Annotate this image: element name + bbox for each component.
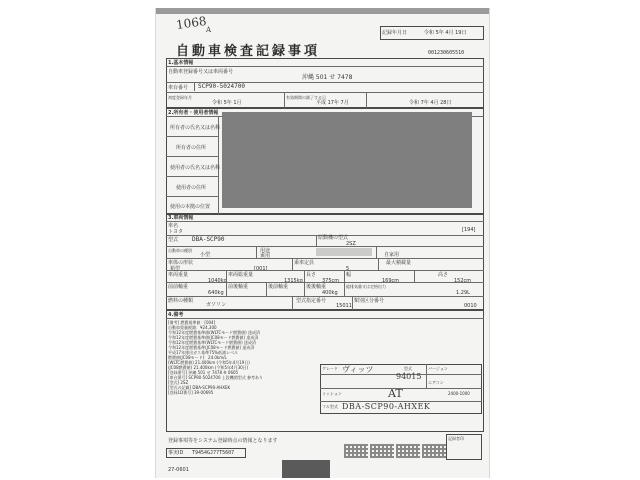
gross-weight-label: 車両総重量 (228, 272, 254, 278)
qr-code-3 (396, 444, 420, 458)
maker-label: 車名 (168, 223, 179, 229)
base-location-label: 使用の本拠の位置 (170, 204, 211, 210)
full-model-label: フル型式 (322, 404, 338, 409)
engine-value: 2SZ (346, 241, 356, 247)
qr-code-1 (344, 444, 368, 458)
annot-code: 2400-1000 (448, 391, 470, 396)
owner-address-label: 所有者の住所 (176, 145, 207, 151)
front-front-axle-label: 前前軸重 (168, 284, 189, 290)
fuel-label: 燃料の種類 (168, 298, 194, 304)
rear-front-axle-label: 後前軸重 (268, 284, 289, 290)
grade-label: グレード (322, 366, 338, 371)
load-label: 最大積載量 (386, 260, 412, 266)
expiry2-value: 令和 7年 4月 28日 (409, 100, 452, 106)
use-value: 乗用 (260, 253, 271, 259)
weight-value: 1040kg (208, 278, 227, 284)
shape-code: [001] (254, 266, 268, 272)
length-value: 375cm (322, 278, 340, 284)
redaction-block (222, 112, 472, 208)
user-name-label: 使用者の氏名又は名称 (170, 165, 221, 171)
remarks-line: 令和12年度燃費基準値(WLTCモード燃費値) 達成済 (168, 330, 260, 335)
maker-code: [194] (462, 227, 476, 233)
document-number: 001230605510 (428, 50, 465, 56)
use-label: 用途 (260, 248, 271, 254)
model-type-label: 型式 (404, 366, 412, 371)
remarks-line: [備考] 燃費規準値：[004] (168, 320, 216, 325)
transmission-handwritten: AT (388, 387, 403, 400)
shape-value: 箱型 (170, 266, 181, 272)
kind-value: 小型 (200, 252, 211, 258)
remarks-line: [登録番号] 沖縄 501 せ 7478 ※ 0605 (168, 370, 239, 375)
first-reg-label: 初度登録年月 (168, 95, 192, 100)
gross-weight-value: 1315kg (284, 278, 303, 284)
remarks-line: [型式の記載] DBA-SCP90-AHXEK (168, 385, 231, 390)
issue-date-label: 記録年月日 (382, 30, 408, 36)
kind-label: 自動車の種別 (168, 248, 192, 253)
basic-info-heading: 1.基本情報 (168, 60, 194, 66)
scan-top-edge (156, 8, 489, 14)
width-value: 169cm (382, 278, 400, 284)
user-address-label: 使用者の住所 (176, 185, 207, 191)
vin-label: 車台番号 (168, 85, 189, 91)
remarks-line: 令和12年度燃費基準(JC08モード燃費値) 達成済 (168, 345, 255, 350)
reg-number-label: 自動車登録番号又は車両番号 (168, 69, 234, 75)
seats-label: 乗車定員 (294, 260, 315, 266)
issue-date-value: 令和 5年 4月 19日 (424, 30, 467, 36)
owner-heading: 2.所有者・使用者情報 (168, 110, 219, 116)
height-label: 高さ (438, 272, 449, 278)
remarks-line: [型式] 2SZ (168, 380, 189, 385)
footer-note: 登録事項等をシステム登録時点の情報となります (168, 438, 278, 444)
stamp-label: 記録者印 (448, 436, 464, 441)
remarks-line: 燃費値(JC08モード)：24.0km/L (168, 355, 227, 360)
front-front-axle-value: 640kg (208, 290, 224, 296)
expiry-value: 平成 17年 7月 (316, 100, 349, 106)
transmission-label: ミッション (322, 391, 342, 396)
vehicle-heading: 3.車両情報 (168, 215, 194, 221)
qr-code-4 (422, 444, 446, 458)
engine-label: 原動機の型式 (318, 235, 349, 241)
remarks-line: 令和12年度燃費基準(WLTCモード燃費値) 達成済 (168, 340, 256, 345)
remarks-line: 自動車重量税額：¥24,300 (168, 325, 217, 330)
vin-value: SCP90-5024700 (198, 83, 245, 90)
seats-value: 5 (346, 266, 350, 272)
expiry-label: 有効期間の満了する日 (286, 95, 326, 100)
document-title: 自動車検査記録事項 (176, 44, 321, 59)
length-label: 長さ (306, 272, 317, 278)
class-number-label: 類別区分番号 (354, 298, 385, 304)
model-label: 型式 (168, 237, 179, 243)
reg-number-value: 沖縄 501 せ 7478 (302, 74, 353, 81)
remarks-line: 令和12年度燃費基準値(JC08モード燃費値) 達成済 (168, 335, 259, 340)
front-rear-axle-label: 前後軸重 (228, 284, 249, 290)
gray-seal (282, 460, 330, 478)
displacement-value: 1.29L (456, 290, 470, 296)
remarks-line: (WLTC燃費値) 21.400km (令和5年4月19日) (168, 360, 250, 365)
owner-name-label: 所有者の氏名又は名称 (170, 125, 221, 131)
grade-handwritten: ヴィッツ (342, 365, 374, 374)
version-label: バージョン (428, 366, 448, 371)
handwritten-number: 1068 (175, 13, 208, 33)
rear-rear-axle-value: 400kg (322, 290, 338, 296)
model-value: DBA-SCP90 (192, 236, 225, 243)
weight-label: 車両重量 (168, 272, 189, 278)
width-label: 幅 (346, 272, 352, 278)
remarks-line: (JC08燃費値) 21.400km (令和5年4月30日) (168, 365, 249, 370)
faint-redaction (316, 248, 372, 256)
remarks-heading: 4.備考 (168, 312, 184, 318)
document-sheet (155, 8, 490, 478)
id-label: 事実ID (168, 450, 184, 456)
full-model-handwritten: DBA-SCP90-AHXEK (342, 402, 431, 411)
form-number: 27-0601 (168, 467, 189, 473)
type-number-label: 型式指定番号 (296, 298, 327, 304)
remarks-line: [車台番号] SCP90-5024700 上段機関型式 参考あり (168, 375, 264, 380)
rear-rear-axle-label: 後後軸重 (306, 284, 327, 290)
remarks-line: [登録1D番号] 39-00695 (168, 390, 214, 395)
remarks-line: 平成17年排出ガス基準75%低減レベル (168, 350, 238, 355)
height-value: 152cm (454, 278, 472, 284)
private-use-label: 自家用 (384, 252, 400, 258)
class-number-value: 0010 (464, 303, 477, 309)
remarks-list (168, 320, 328, 395)
handwritten-mark: A (206, 26, 212, 34)
displacement-label: 総排気量又は定格出力 (346, 284, 386, 289)
shape-label: 車体の形状 (168, 260, 194, 266)
id-value: T9454GJ77T5607 (192, 450, 235, 456)
grade-code-handwritten: 94015 (396, 372, 422, 381)
first-reg-value: 令和 5年 1月 (212, 100, 242, 106)
type-number-value: 15011 (336, 303, 352, 309)
maker-value: トヨタ (168, 229, 184, 235)
aircon-label: エアコン (428, 380, 444, 385)
fuel-value: ガソリン (206, 302, 227, 308)
qr-code-2 (370, 444, 394, 458)
